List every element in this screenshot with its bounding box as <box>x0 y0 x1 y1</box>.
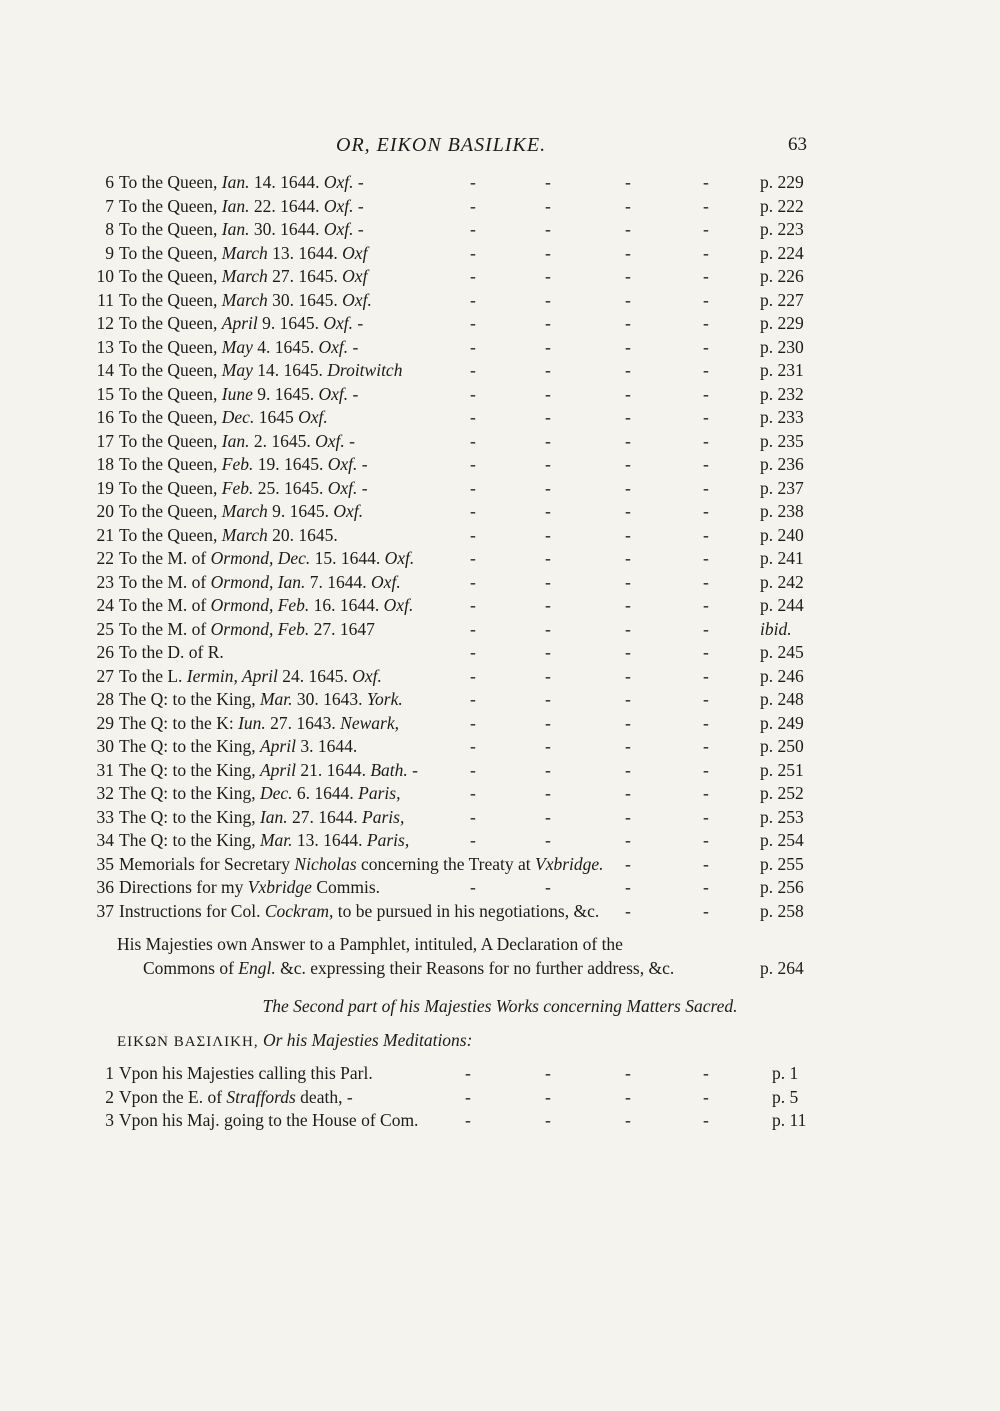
entry-number: 17 <box>96 430 114 451</box>
entry-title: To the Queen, March 20. 1645. <box>119 524 338 545</box>
entry-title: To the Queen, Ian. 14. 1644. Oxf. - <box>119 172 364 192</box>
leader-dash: - <box>625 618 631 639</box>
toc-row <box>0 689 1000 712</box>
entry-page-ref: p. 236 <box>760 454 804 474</box>
leader-dash: - <box>625 313 631 333</box>
leader-dash: - <box>703 783 709 803</box>
toc-row <box>0 572 1000 595</box>
toc-row <box>0 901 1000 924</box>
entry-page-ref: p. 229 <box>760 313 804 333</box>
entry-number: 34 <box>96 830 114 850</box>
toc-row <box>0 196 1000 219</box>
leader-dash: - <box>703 407 709 427</box>
entry-page-ref: p. 5 <box>772 1086 799 1107</box>
leader-dash: - <box>470 783 476 803</box>
leader-dash: - <box>470 195 476 216</box>
leader-dash: - <box>545 195 551 216</box>
leader-dash: - <box>625 266 631 286</box>
toc-row <box>0 760 1000 783</box>
entry-title: To the Queen, Ian. 2. 1645. Oxf. - <box>119 430 355 451</box>
entry-title: Directions for my Vxbridge Commis. <box>119 877 381 897</box>
leader-dash: - <box>470 454 476 474</box>
toc-row <box>0 384 1000 407</box>
entry-number: 15 <box>96 383 114 404</box>
entry-title: To the Queen, March 13. 1644. Oxf <box>119 242 368 263</box>
leader-dash: - <box>703 242 709 263</box>
leader-dash: - <box>703 712 709 733</box>
answer-line-2: Commons of Engl. &c. expressing their Reasons for no further address, &c. <box>143 958 675 978</box>
leader-dash: - <box>703 1110 709 1130</box>
answer-entry-line-1 <box>0 934 1000 957</box>
leader-dash: - <box>545 407 551 427</box>
entry-number: 23 <box>96 571 114 592</box>
leader-dash: - <box>703 524 709 545</box>
leader-dash: - <box>625 806 631 827</box>
leader-dash: - <box>625 900 631 921</box>
toc-row <box>0 807 1000 830</box>
entry-number: 25 <box>96 618 114 639</box>
entry-page-ref: p. 235 <box>760 430 804 451</box>
entry-title: To the Queen, March 9. 1645. Oxf. <box>119 501 364 521</box>
leader-dash: - <box>465 1086 471 1107</box>
entry-title: To the Queen, Feb. 19. 1645. Oxf. - <box>119 454 368 474</box>
leader-dash: - <box>545 548 551 568</box>
leader-dash: - <box>625 783 631 803</box>
meditation-row <box>0 1087 1000 1110</box>
leader-dash: - <box>545 383 551 404</box>
leader-dash: - <box>545 313 551 333</box>
leader-dash: - <box>465 1110 471 1130</box>
entry-number: 9 <box>105 242 114 263</box>
entry-number: 2 <box>105 1086 114 1107</box>
toc-row <box>0 290 1000 313</box>
leader-dash: - <box>470 430 476 451</box>
leader-dash: - <box>545 219 551 239</box>
entry-title: To the Queen, Dec. 1645 Oxf. <box>119 407 328 427</box>
leader-dash: - <box>625 1063 631 1083</box>
toc-row <box>0 478 1000 501</box>
leader-dash: - <box>470 501 476 521</box>
entry-number: 35 <box>96 853 114 874</box>
leader-dash: - <box>703 830 709 850</box>
entry-title: The Q: to the King, April 3. 1644. <box>119 736 358 756</box>
leader-dash: - <box>625 242 631 263</box>
entry-title: To the Queen, March 27. 1645. Oxf <box>119 266 368 286</box>
greek-title: ΕΙΚΩΝ ΒΑΣΙΛΙΚΗ, <box>117 1034 259 1050</box>
leader-dash: - <box>703 313 709 333</box>
leader-dash: - <box>703 430 709 451</box>
leader-dash: - <box>470 172 476 192</box>
leader-dash: - <box>625 172 631 192</box>
leader-dash: - <box>470 642 476 662</box>
leader-dash: - <box>545 689 551 709</box>
entry-number: 30 <box>96 736 114 756</box>
entry-title: The Q: to the King, Mar. 13. 1644. Paris, <box>119 830 410 850</box>
entry-number: 19 <box>96 477 114 498</box>
leader-dash: - <box>470 383 476 404</box>
leader-dash: - <box>470 689 476 709</box>
leader-dash: - <box>703 336 709 357</box>
entry-number: 36 <box>96 877 114 897</box>
leader-dash: - <box>703 900 709 921</box>
leader-dash: - <box>545 477 551 498</box>
leader-dash: - <box>703 219 709 239</box>
leader-dash: - <box>545 172 551 192</box>
entry-page-ref: p. 255 <box>760 853 804 874</box>
entry-page-ref: p. 254 <box>760 830 804 850</box>
entry-number: 27 <box>96 665 114 686</box>
leader-dash: - <box>470 524 476 545</box>
leader-dash: - <box>470 618 476 639</box>
leader-dash: - <box>470 712 476 733</box>
leader-dash: - <box>470 665 476 686</box>
leader-dash: - <box>703 642 709 662</box>
entry-title: The Q: to the King, April 21. 1644. Bath. - <box>119 759 418 780</box>
leader-dash: - <box>703 195 709 216</box>
entry-number: 12 <box>96 313 114 333</box>
leader-dash: - <box>625 195 631 216</box>
leader-dash: - <box>703 877 709 897</box>
leader-dash: - <box>703 689 709 709</box>
entry-title: To the M. of Ormond, Dec. 15. 1644. Oxf. <box>119 548 415 568</box>
toc-row <box>0 783 1000 806</box>
entry-page-ref: p. 248 <box>760 689 804 709</box>
leader-dash: - <box>625 383 631 404</box>
entry-number: 6 <box>105 172 114 192</box>
leader-dash: - <box>545 783 551 803</box>
entry-title: Instructions for Col. Cockram, to be pursued in his negotiations, &c. <box>119 900 600 921</box>
entry-title: To the M. of Ormond, Ian. 7. 1644. Oxf. <box>119 571 401 592</box>
leader-dash: - <box>470 477 476 498</box>
leader-dash: - <box>703 383 709 404</box>
leader-dash: - <box>545 430 551 451</box>
entry-page-ref: p. 232 <box>760 383 804 404</box>
entry-page-ref: p. 226 <box>760 266 804 286</box>
entry-page-ref: p. 231 <box>760 360 804 380</box>
leader-dash: - <box>470 830 476 850</box>
entry-title: To the Queen, Feb. 25. 1645. Oxf. - <box>119 477 368 498</box>
entry-number: 33 <box>96 806 114 827</box>
leader-dash: - <box>625 1110 631 1130</box>
leader-dash: - <box>470 548 476 568</box>
leader-dash: - <box>470 336 476 357</box>
toc-row <box>0 407 1000 430</box>
entry-page-ref: p. 240 <box>760 524 804 545</box>
entry-title: To the Queen, May 14. 1645. Droitwitch <box>119 360 403 380</box>
entry-number: 18 <box>96 454 114 474</box>
leader-dash: - <box>545 642 551 662</box>
entry-page-ref: ibid. <box>760 618 792 639</box>
entry-title: Vpon the E. of Straffords death, - <box>119 1086 353 1107</box>
entry-page-ref: p. 11 <box>772 1110 807 1130</box>
leader-dash: - <box>545 571 551 592</box>
entry-title: To the M. of Ormond, Feb. 27. 1647 <box>119 618 375 639</box>
entry-title: To the L. Iermin, April 24. 1645. Oxf. <box>119 665 382 686</box>
toc-row <box>0 525 1000 548</box>
toc-row <box>0 642 1000 665</box>
leader-dash: - <box>625 712 631 733</box>
leader-dash: - <box>470 289 476 310</box>
leader-dash: - <box>545 806 551 827</box>
leader-dash: - <box>545 712 551 733</box>
leader-dash: - <box>545 1086 551 1107</box>
leader-dash: - <box>625 759 631 780</box>
leader-dash: - <box>625 1086 631 1107</box>
toc-row <box>0 431 1000 454</box>
entry-title: The Q: to the King, Dec. 6. 1644. Paris, <box>119 783 401 803</box>
leader-dash: - <box>625 524 631 545</box>
leader-dash: - <box>703 477 709 498</box>
leader-dash: - <box>625 736 631 756</box>
leader-dash: - <box>545 736 551 756</box>
leader-dash: - <box>545 830 551 850</box>
leader-dash: - <box>470 407 476 427</box>
entry-number: 22 <box>96 548 114 568</box>
page-number: 63 <box>788 134 807 155</box>
entry-page-ref: p. 238 <box>760 501 804 521</box>
leader-dash: - <box>545 289 551 310</box>
entry-number: 29 <box>96 712 114 733</box>
leader-dash: - <box>625 595 631 615</box>
entry-page-ref: p. 252 <box>760 783 804 803</box>
entry-title: To the Queen, March 30. 1645. Oxf. <box>119 289 372 310</box>
entry-title: Vpon his Majesties calling this Parl. <box>119 1063 373 1083</box>
leader-dash: - <box>470 360 476 380</box>
toc-row <box>0 219 1000 242</box>
answer-line-1: His Majesties own Answer to a Pamphlet, intituled, A Declaration of the <box>117 934 623 954</box>
leader-dash: - <box>625 571 631 592</box>
entry-page-ref: p. 245 <box>760 642 804 662</box>
leader-dash: - <box>625 477 631 498</box>
leader-dash: - <box>703 289 709 310</box>
entry-number: 31 <box>96 759 114 780</box>
toc-row <box>0 243 1000 266</box>
entry-title: To the Queen, May 4. 1645. Oxf. - <box>119 336 359 357</box>
leader-dash: - <box>545 1110 551 1130</box>
leader-dash: - <box>470 219 476 239</box>
toc-row <box>0 172 1000 195</box>
leader-dash: - <box>470 736 476 756</box>
answer-page-ref: p. 264 <box>760 958 804 978</box>
entry-page-ref: p. 256 <box>760 877 804 897</box>
toc-row <box>0 501 1000 524</box>
leader-dash: - <box>545 618 551 639</box>
entry-page-ref: p. 222 <box>760 195 804 216</box>
leader-dash: - <box>545 877 551 897</box>
meditations-heading <box>117 1030 472 1051</box>
entry-number: 7 <box>105 195 114 216</box>
toc-row <box>0 313 1000 336</box>
leader-dash: - <box>470 266 476 286</box>
entry-number: 16 <box>96 407 114 427</box>
entry-page-ref: p. 242 <box>760 571 804 592</box>
leader-dash: - <box>703 853 709 874</box>
leader-dash: - <box>545 360 551 380</box>
toc-row <box>0 595 1000 618</box>
leader-dash: - <box>703 806 709 827</box>
entry-page-ref: p. 224 <box>760 242 804 263</box>
leader-dash: - <box>703 501 709 521</box>
toc-row <box>0 548 1000 571</box>
leader-dash: - <box>545 454 551 474</box>
entry-page-ref: p. 229 <box>760 172 804 192</box>
entry-title: To the Queen, Ian. 22. 1644. Oxf. - <box>119 195 364 216</box>
entry-number: 10 <box>96 266 114 286</box>
entry-page-ref: p. 258 <box>760 900 804 921</box>
leader-dash: - <box>625 689 631 709</box>
entry-page-ref: p. 251 <box>760 759 804 780</box>
entry-page-ref: p. 230 <box>760 336 804 357</box>
leader-dash: - <box>703 595 709 615</box>
entry-page-ref: p. 237 <box>760 477 804 498</box>
entry-page-ref: p. 227 <box>760 289 804 310</box>
entry-number: 21 <box>96 524 114 545</box>
running-head: OR, EIKON BASILIKE. <box>336 134 547 156</box>
leader-dash: - <box>703 266 709 286</box>
entry-page-ref: p. 1 <box>772 1063 799 1083</box>
leader-dash: - <box>703 454 709 474</box>
leader-dash: - <box>625 877 631 897</box>
leader-dash: - <box>470 595 476 615</box>
meditation-row <box>0 1063 1000 1086</box>
leader-dash: - <box>470 571 476 592</box>
entry-number: 13 <box>96 336 114 357</box>
leader-dash: - <box>545 501 551 521</box>
toc-row <box>0 736 1000 759</box>
leader-dash: - <box>625 407 631 427</box>
leader-dash: - <box>545 524 551 545</box>
meditation-row <box>0 1110 1000 1133</box>
entry-number: 3 <box>105 1110 114 1130</box>
leader-dash: - <box>625 289 631 310</box>
entry-page-ref: p. 249 <box>760 712 804 733</box>
leader-dash: - <box>625 548 631 568</box>
toc-row <box>0 619 1000 642</box>
toc-row <box>0 666 1000 689</box>
leader-dash: - <box>625 665 631 686</box>
toc-row <box>0 360 1000 383</box>
toc-row <box>0 454 1000 477</box>
leader-dash: - <box>703 360 709 380</box>
page-header <box>0 130 1000 160</box>
entry-number: 11 <box>97 289 114 310</box>
entry-page-ref: p. 250 <box>760 736 804 756</box>
leader-dash: - <box>625 501 631 521</box>
leader-dash: - <box>625 430 631 451</box>
toc-row <box>0 854 1000 877</box>
leader-dash: - <box>545 665 551 686</box>
toc-row <box>0 713 1000 736</box>
entry-page-ref: p. 223 <box>760 219 804 239</box>
leader-dash: - <box>625 360 631 380</box>
leader-dash: - <box>703 736 709 756</box>
entry-page-ref: p. 246 <box>760 665 804 686</box>
leader-dash: - <box>465 1063 471 1083</box>
entry-page-ref: p. 233 <box>760 407 804 427</box>
leader-dash: - <box>470 759 476 780</box>
toc-row <box>0 830 1000 853</box>
entry-title: The Q: to the K: Iun. 27. 1643. Newark, <box>119 712 399 733</box>
leader-dash: - <box>470 242 476 263</box>
entry-number: 32 <box>96 783 114 803</box>
leader-dash: - <box>545 1063 551 1083</box>
entry-title: To the Queen, April 9. 1645. Oxf. - <box>119 313 364 333</box>
leader-dash: - <box>545 595 551 615</box>
toc-row <box>0 877 1000 900</box>
leader-dash: - <box>470 313 476 333</box>
leader-dash: - <box>470 806 476 827</box>
leader-dash: - <box>703 759 709 780</box>
entry-title: Vpon his Maj. going to the House of Com. <box>119 1110 419 1130</box>
entry-title: To the Queen, Ian. 30. 1644. Oxf. - <box>119 219 364 239</box>
leader-dash: - <box>545 242 551 263</box>
leader-dash: - <box>703 1063 709 1083</box>
entry-title: Memorials for Secretary Nicholas concerning the Treaty at Vxbridge. <box>119 853 604 874</box>
leader-dash: - <box>703 571 709 592</box>
leader-dash: - <box>625 642 631 662</box>
entry-number: 1 <box>105 1063 114 1083</box>
entry-number: 8 <box>105 219 114 239</box>
leader-dash: - <box>545 759 551 780</box>
leader-dash: - <box>545 336 551 357</box>
entry-number: 14 <box>96 360 114 380</box>
entry-title: To the Queen, Iune 9. 1645. Oxf. - <box>119 383 359 404</box>
entry-title: To the D. of R. <box>119 642 224 662</box>
leader-dash: - <box>470 877 476 897</box>
leader-dash: - <box>625 830 631 850</box>
entry-page-ref: p. 244 <box>760 595 804 615</box>
toc-row <box>0 337 1000 360</box>
meditations-subtitle: Or his Majesties Meditations: <box>258 1030 473 1050</box>
leader-dash: - <box>625 853 631 874</box>
entry-number: 28 <box>96 689 114 709</box>
leader-dash: - <box>703 665 709 686</box>
leader-dash: - <box>703 618 709 639</box>
leader-dash: - <box>703 172 709 192</box>
entry-title: The Q: to the King, Mar. 30. 1643. York. <box>119 689 403 709</box>
entry-number: 24 <box>96 595 114 615</box>
entry-page-ref: p. 241 <box>760 548 804 568</box>
toc-row <box>0 266 1000 289</box>
section-title: The Second part of his Majesties Works concerning Matters Sacred. <box>262 996 738 1016</box>
leader-dash: - <box>545 266 551 286</box>
entry-title: To the M. of Ormond, Feb. 16. 1644. Oxf. <box>119 595 414 615</box>
leader-dash: - <box>703 548 709 568</box>
entry-title: The Q: to the King, Ian. 27. 1644. Paris, <box>119 806 405 827</box>
entry-number: 37 <box>96 900 114 921</box>
leader-dash: - <box>625 219 631 239</box>
entry-number: 20 <box>96 501 114 521</box>
leader-dash: - <box>625 336 631 357</box>
leader-dash: - <box>703 1086 709 1107</box>
entry-number: 26 <box>96 642 114 662</box>
entry-page-ref: p. 253 <box>760 806 804 827</box>
leader-dash: - <box>625 454 631 474</box>
answer-entry-line-2 <box>0 958 1000 981</box>
